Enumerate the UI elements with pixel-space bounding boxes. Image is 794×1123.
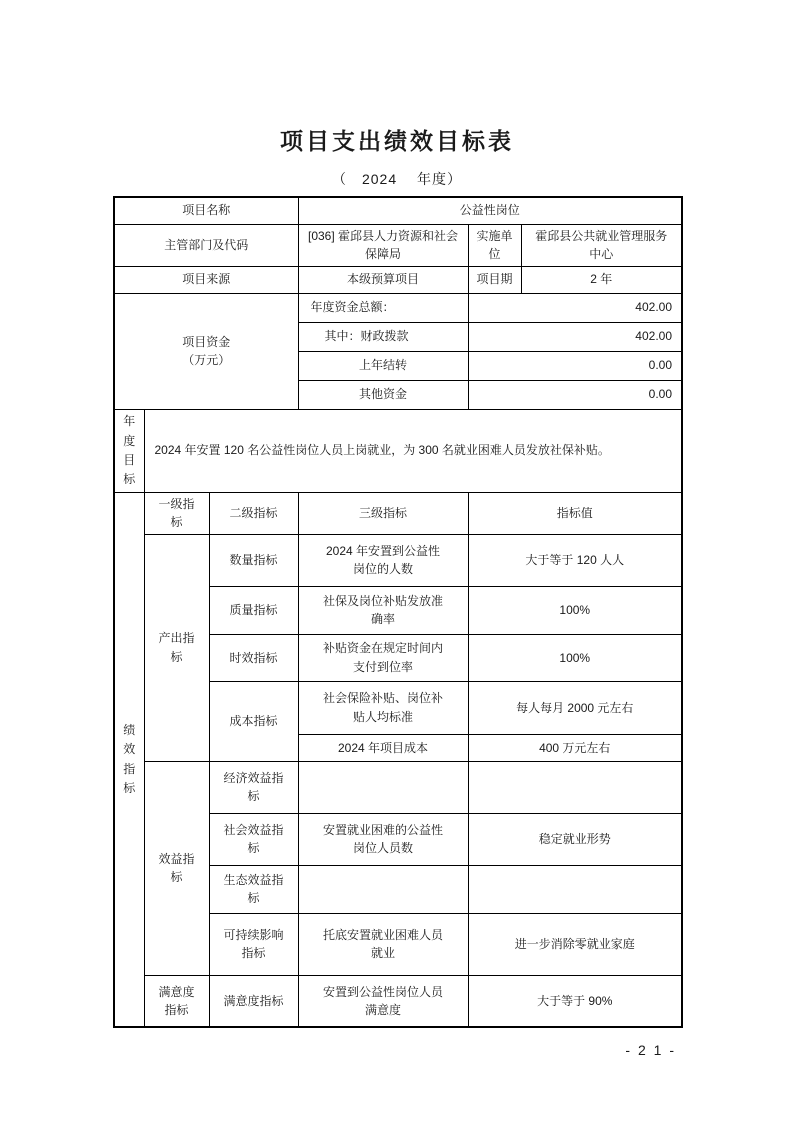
level2-cell: 满意度指标 <box>209 975 298 1027</box>
funding-row <box>114 293 682 322</box>
level2-cell: 时效指标 <box>209 634 298 681</box>
funding-carryover-label-cell: 上年结转 <box>298 351 468 380</box>
level2-cell: 可持续影响指标 <box>209 913 298 975</box>
header-level1-cell: 一级指标 <box>144 492 209 534</box>
period-value-cell: 2 年 <box>521 266 682 293</box>
indicator-row-satisfaction <box>114 975 682 1027</box>
level2-cost-cell: 成本指标 <box>209 681 298 761</box>
annual-target-text-cell: 2024 年安置 120 名公益性岗位人员上岗就业，为 300 名就业困难人员发放社保补贴。 <box>144 409 682 492</box>
performance-target-table <box>113 196 683 1028</box>
indicator-value-cell: 每人每月 2000 元左右 <box>468 681 682 734</box>
source-label-cell: 项目来源 <box>114 266 298 293</box>
project-name-value-cell: 公益性岗位 <box>298 197 682 224</box>
funding-total-label-cell: 年度资金总额： <box>298 293 468 322</box>
level3-cell: 社会保险补贴、岗位补贴人均标准 <box>298 681 468 734</box>
indicator-value-cell: 稳定就业形势 <box>468 813 682 865</box>
indicator-value-cell: 100% <box>468 634 682 681</box>
funding-label-line1: 项目资金 <box>182 334 231 349</box>
level3-cell: 补贴资金在规定时间内支付到位率 <box>298 634 468 681</box>
project-name-row <box>114 197 682 224</box>
indicator-value-cell: 100% <box>468 586 682 634</box>
header-level2-cell: 二级指标 <box>209 492 298 534</box>
page-subtitle: （ 2024 年度） <box>331 171 463 187</box>
level2-cell: 生态效益指标 <box>209 865 298 913</box>
period-label-cell: 项目期 <box>468 266 521 293</box>
funding-other-label-cell: 其他资金 <box>298 380 468 409</box>
department-value-cell: [036] 霍邱县人力资源和社会保障局 <box>298 224 468 266</box>
level3-cell: 社保及岗位补贴发放准确率 <box>298 586 468 634</box>
funding-section-label-cell <box>114 293 298 409</box>
level3-cell: 2024 年项目成本 <box>298 734 468 761</box>
annual-target-label: 年度目标 <box>123 414 136 486</box>
header-value-cell: 指标值 <box>468 492 682 534</box>
level1-satisfaction-cell: 满意度指标 <box>144 975 209 1027</box>
level3-cell: 2024 年安置到公益性岗位的人数 <box>298 534 468 586</box>
level3-cell: 托底安置就业困难人员就业 <box>298 913 468 975</box>
level2-cell: 社会效益指标 <box>209 813 298 865</box>
indicator-value-cell <box>468 865 682 913</box>
indicator-value-cell <box>468 761 682 813</box>
level1-output-cell: 产出指标 <box>144 534 209 761</box>
level2-cell: 数量指标 <box>209 534 298 586</box>
annual-target-label-cell <box>114 409 144 492</box>
funding-fiscal-label-cell: 其中：财政拨款 <box>298 322 468 351</box>
indicator-row-economic <box>114 761 682 813</box>
level2-cell: 经济效益指标 <box>209 761 298 813</box>
indicator-value-cell: 大于等于 120 人人 <box>468 534 682 586</box>
performance-section-label-cell <box>114 492 144 1027</box>
indicator-value-cell: 400 万元左右 <box>468 734 682 761</box>
project-name-label-cell: 项目名称 <box>114 197 298 224</box>
funding-other-value-cell: 0.00 <box>468 380 682 409</box>
source-value-cell: 本级预算项目 <box>298 266 468 293</box>
level3-cell <box>298 865 468 913</box>
level1-benefit-cell: 效益指标 <box>144 761 209 975</box>
indicator-value-cell: 大于等于 90% <box>468 975 682 1027</box>
implementer-label-cell: 实施单位 <box>468 224 521 266</box>
funding-total-value-cell: 402.00 <box>468 293 682 322</box>
indicator-value-cell: 进一步消除零就业家庭 <box>468 913 682 975</box>
level3-cell <box>298 761 468 813</box>
level2-cell: 质量指标 <box>209 586 298 634</box>
header-level3-cell: 三级指标 <box>298 492 468 534</box>
page-title: 项目支出绩效目标表 <box>280 128 514 154</box>
level3-cell: 安置到公益性岗位人员满意度 <box>298 975 468 1027</box>
source-row <box>114 266 682 293</box>
indicator-header-row <box>114 492 682 534</box>
department-row <box>114 224 682 266</box>
department-label-cell: 主管部门及代码 <box>114 224 298 266</box>
indicator-row-quantity <box>114 534 682 586</box>
funding-label-line2: （万元） <box>182 353 231 368</box>
implementer-value-cell: 霍邱县公共就业管理服务中心 <box>521 224 682 266</box>
page-number: - 2 1 - <box>625 1042 676 1058</box>
level3-cell: 安置就业困难的公益性岗位人员数 <box>298 813 468 865</box>
funding-fiscal-value-cell: 402.00 <box>468 322 682 351</box>
annual-target-row <box>114 409 682 492</box>
funding-carryover-value-cell: 0.00 <box>468 351 682 380</box>
performance-section-label: 绩效指标 <box>123 723 136 795</box>
